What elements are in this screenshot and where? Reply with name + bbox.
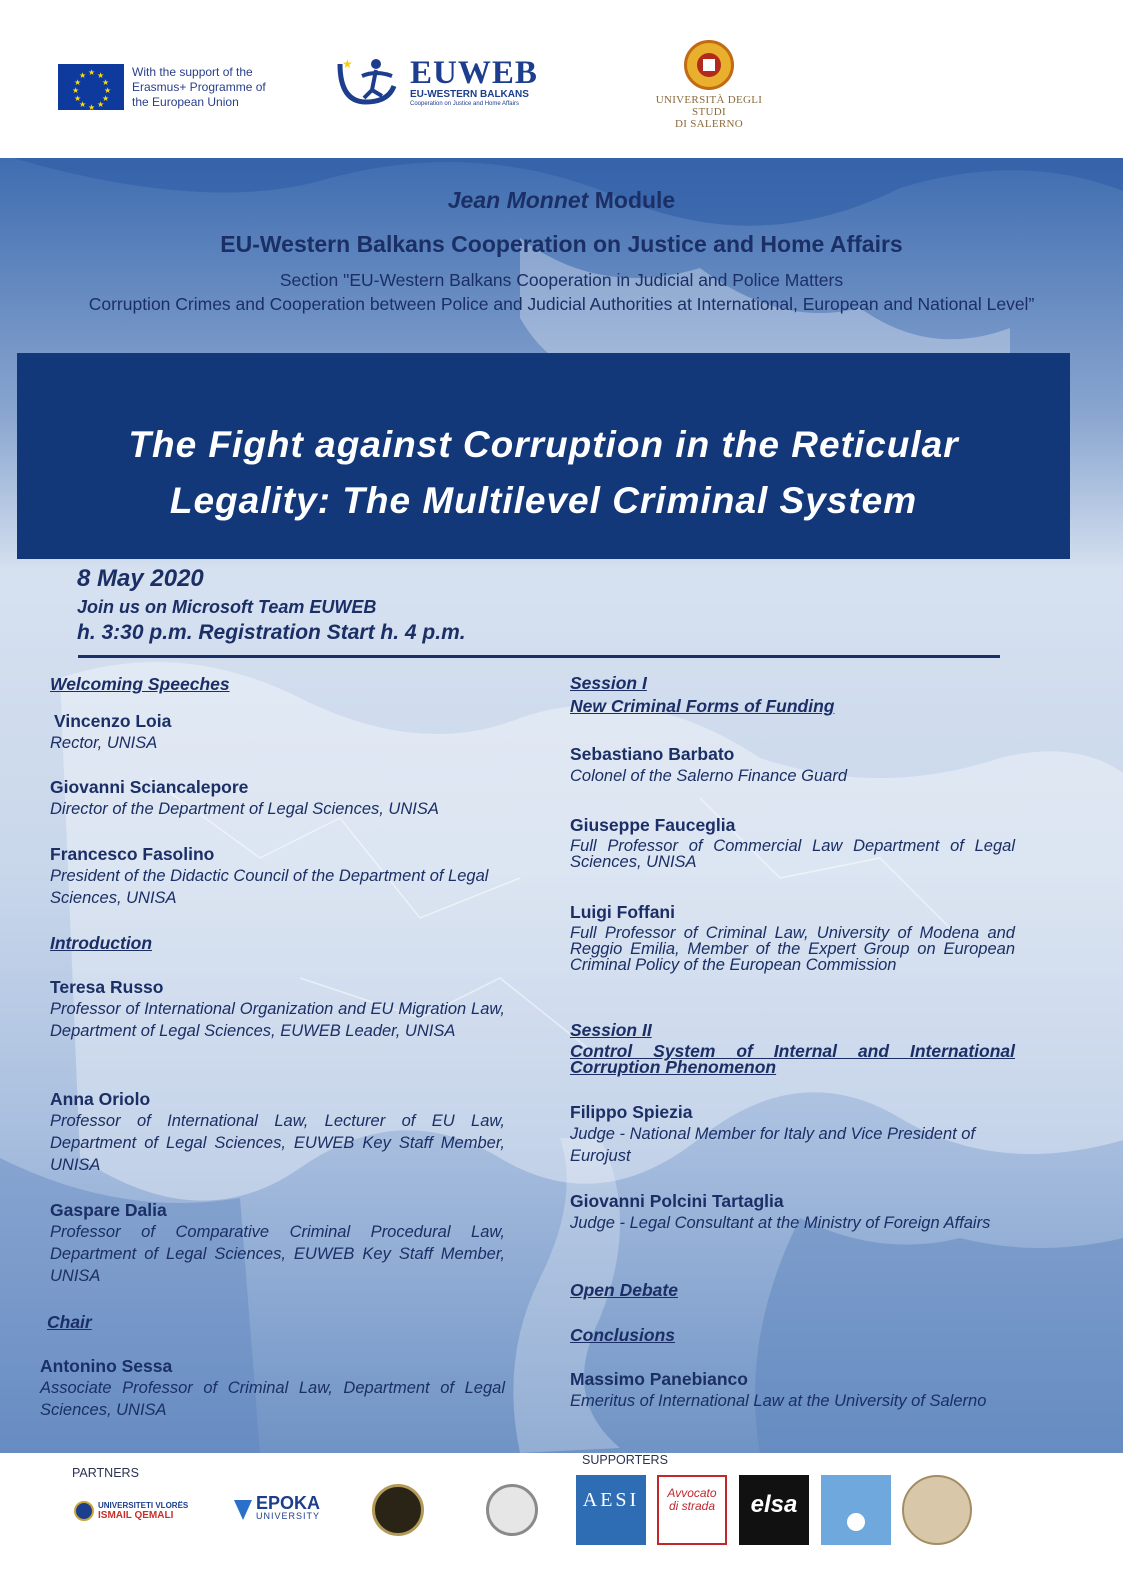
- event-platform: Join us on Microsoft Team EUWEB: [77, 597, 377, 617]
- speaker-name: Luigi Foffani: [570, 902, 675, 922]
- section-line-1: Section "EU-Western Balkans Cooperation in Judicial and Police Matters: [279, 270, 844, 290]
- speaker-role: Colonel of the Salerno Finance Guard: [570, 767, 848, 785]
- lawyers-order-seal-icon: [902, 1475, 972, 1545]
- speaker-role: Judge - Legal Consultant at the Ministry of Foreign Affairs: [570, 1214, 991, 1232]
- avvocato-di-strada-logo: [657, 1475, 727, 1545]
- unisa-name-line2: DI SALERNO: [674, 118, 744, 130]
- elsa-logo: [739, 1475, 809, 1545]
- speaker-role: Rector, UNISA: [50, 734, 158, 752]
- speaker-name: Giovanni Sciancalepore: [50, 777, 249, 797]
- aesi-name: AESI: [582, 1489, 640, 1511]
- eu-flag-icon: ★ ★ ★ ★ ★ ★ ★ ★ ★ ★ ★ ★: [58, 64, 124, 110]
- event-title: [17, 417, 1070, 529]
- euweb-subtitle: EU-WESTERN BALKANS: [410, 88, 529, 100]
- logo-header: [0, 0, 1123, 158]
- epoka-subtitle: UNIVERSITY: [256, 1511, 321, 1521]
- event-title-line-1: The Fight against Corruption in the Reticular: [128, 424, 959, 465]
- title-banner: [17, 353, 1070, 559]
- euweb-people-icon: [336, 56, 404, 108]
- speaker-role: Full Professor of Commercial Law Department of Legal Sciences, UNISA: [570, 837, 1015, 871]
- speaker-role: Judge - National Member for Italy and Vice President of Eurojust: [570, 1125, 976, 1165]
- speaker-name: Giovanni Polcini Tartaglia: [570, 1191, 784, 1211]
- speaker-name: Sebastiano Barbato: [570, 744, 735, 764]
- euweb-logo: [336, 56, 538, 108]
- partners-label: PARTNERS: [72, 1466, 139, 1480]
- session-2-title: Control System of Internal and International Corruption Phenomenon: [570, 1041, 1015, 1077]
- event-time: h. 3:30 p.m. Registration Start h. 4 p.m.: [77, 621, 466, 644]
- module-title: [0, 187, 1123, 214]
- avvocato-line2: di strada: [668, 1499, 716, 1513]
- aesi-logo: [576, 1475, 646, 1545]
- session-2-heading: Session II: [570, 1020, 652, 1040]
- speaker-name: Teresa Russo: [50, 977, 164, 997]
- elsa-name: elsa: [750, 1491, 798, 1518]
- divider-line: [78, 655, 1000, 658]
- chair-heading: Chair: [47, 1312, 92, 1332]
- speaker-name: Vincenzo Loia: [54, 711, 172, 731]
- avvocato-line1: Avvocato: [667, 1486, 717, 1500]
- speaker-role: Emeritus of International Law at the University of Salerno: [570, 1392, 987, 1410]
- federazione-logo: [821, 1475, 891, 1545]
- speaker-role: Professor of International Law, Lecturer of EU Law, Department of Legal Sciences, EUWEB Key Staff Member, UNISA: [50, 1112, 505, 1174]
- albanian-university-seal-icon: [372, 1484, 424, 1536]
- university-seal-icon: [684, 40, 734, 90]
- welcoming-speeches-heading: Welcoming Speeches: [50, 674, 230, 694]
- euweb-tagline: Cooperation on Justice and Home Affairs: [410, 100, 519, 107]
- vlore-university-logo: [74, 1501, 188, 1521]
- speaker-name: Francesco Fasolino: [50, 844, 215, 864]
- speaker-name: Massimo Panebianco: [570, 1369, 748, 1389]
- speaker-name: Gaspare Dalia: [50, 1200, 167, 1220]
- speaker-role: Associate Professor of Criminal Law, Department of Legal Sciences, UNISA: [40, 1379, 505, 1419]
- vlore-name-line2: ISMAIL QEMALI: [98, 1510, 174, 1521]
- module-subtitle: EU-Western Balkans Cooperation on Justice and Home Affairs: [220, 231, 903, 257]
- epoka-university-logo: [234, 1493, 321, 1523]
- section-description: [0, 268, 1123, 316]
- session-1-title: New Criminal Forms of Funding: [570, 696, 835, 716]
- speaker-role: Professor of International Organization and EU Migration Law, Department of Legal Sciences, EUWEB Leader, UNISA: [50, 1000, 505, 1040]
- speaker-name: Antonino Sessa: [40, 1356, 173, 1376]
- open-debate-heading: Open Debate: [570, 1280, 678, 1300]
- speaker-name: Giuseppe Fauceglia: [570, 815, 736, 835]
- speaker-role: Full Professor of Criminal Law, University of Modena and Reggio Emilia, Member of the Expert Group on European Criminal Policy of the European Commission: [570, 924, 1015, 974]
- session-1-heading: Session I: [570, 673, 647, 693]
- section-line-2: Corruption Crimes and Cooperation between Police and Judicial Authorities at International, European and National Level”: [88, 294, 1035, 314]
- erasmus-logo: [58, 64, 282, 110]
- speaker-name: Filippo Spiezia: [570, 1102, 693, 1122]
- erasmus-support-text: With the support of the Erasmus+ Programme of the European Union: [132, 64, 266, 109]
- module-title-italic: Jean Monnet: [447, 187, 589, 213]
- vlore-emblem-icon: [74, 1501, 94, 1521]
- svg-text:★: ★: [342, 57, 353, 71]
- epoka-name: EPOKA: [256, 1493, 321, 1513]
- hands-icon: [847, 1513, 865, 1531]
- event-title-line-2: Legality: The Multilevel Criminal System: [169, 480, 918, 521]
- speaker-role: Professor of Comparative Criminal Procedural Law, Department of Legal Sciences, EUWEB Key Staff Member, UNISA: [50, 1223, 505, 1285]
- speaker-name: Anna Oriolo: [50, 1089, 151, 1109]
- speaker-role: Director of the Department of Legal Sciences, UNISA: [50, 800, 439, 818]
- introduction-heading: Introduction: [50, 933, 153, 953]
- supporters-label: SUPPORTERS: [582, 1453, 668, 1467]
- unisa-name-line1: UNIVERSITÀ DEGLI STUDI: [655, 94, 763, 118]
- conclusions-heading: Conclusions: [570, 1325, 676, 1345]
- module-title-rest: Module: [588, 187, 676, 213]
- unisa-logo: [644, 40, 774, 130]
- euweb-title: EUWEB: [410, 54, 538, 91]
- speaker-role: President of the Didactic Council of the Department of Legal Sciences, UNISA: [50, 867, 489, 907]
- epoka-shield-icon: [234, 1500, 252, 1520]
- event-date: 8 May 2020: [77, 565, 204, 592]
- vlore-name-line1: UNIVERSITETI VLORËS: [98, 1501, 189, 1510]
- partner-university-seal-icon: [486, 1484, 538, 1536]
- footer: [0, 1453, 1123, 1588]
